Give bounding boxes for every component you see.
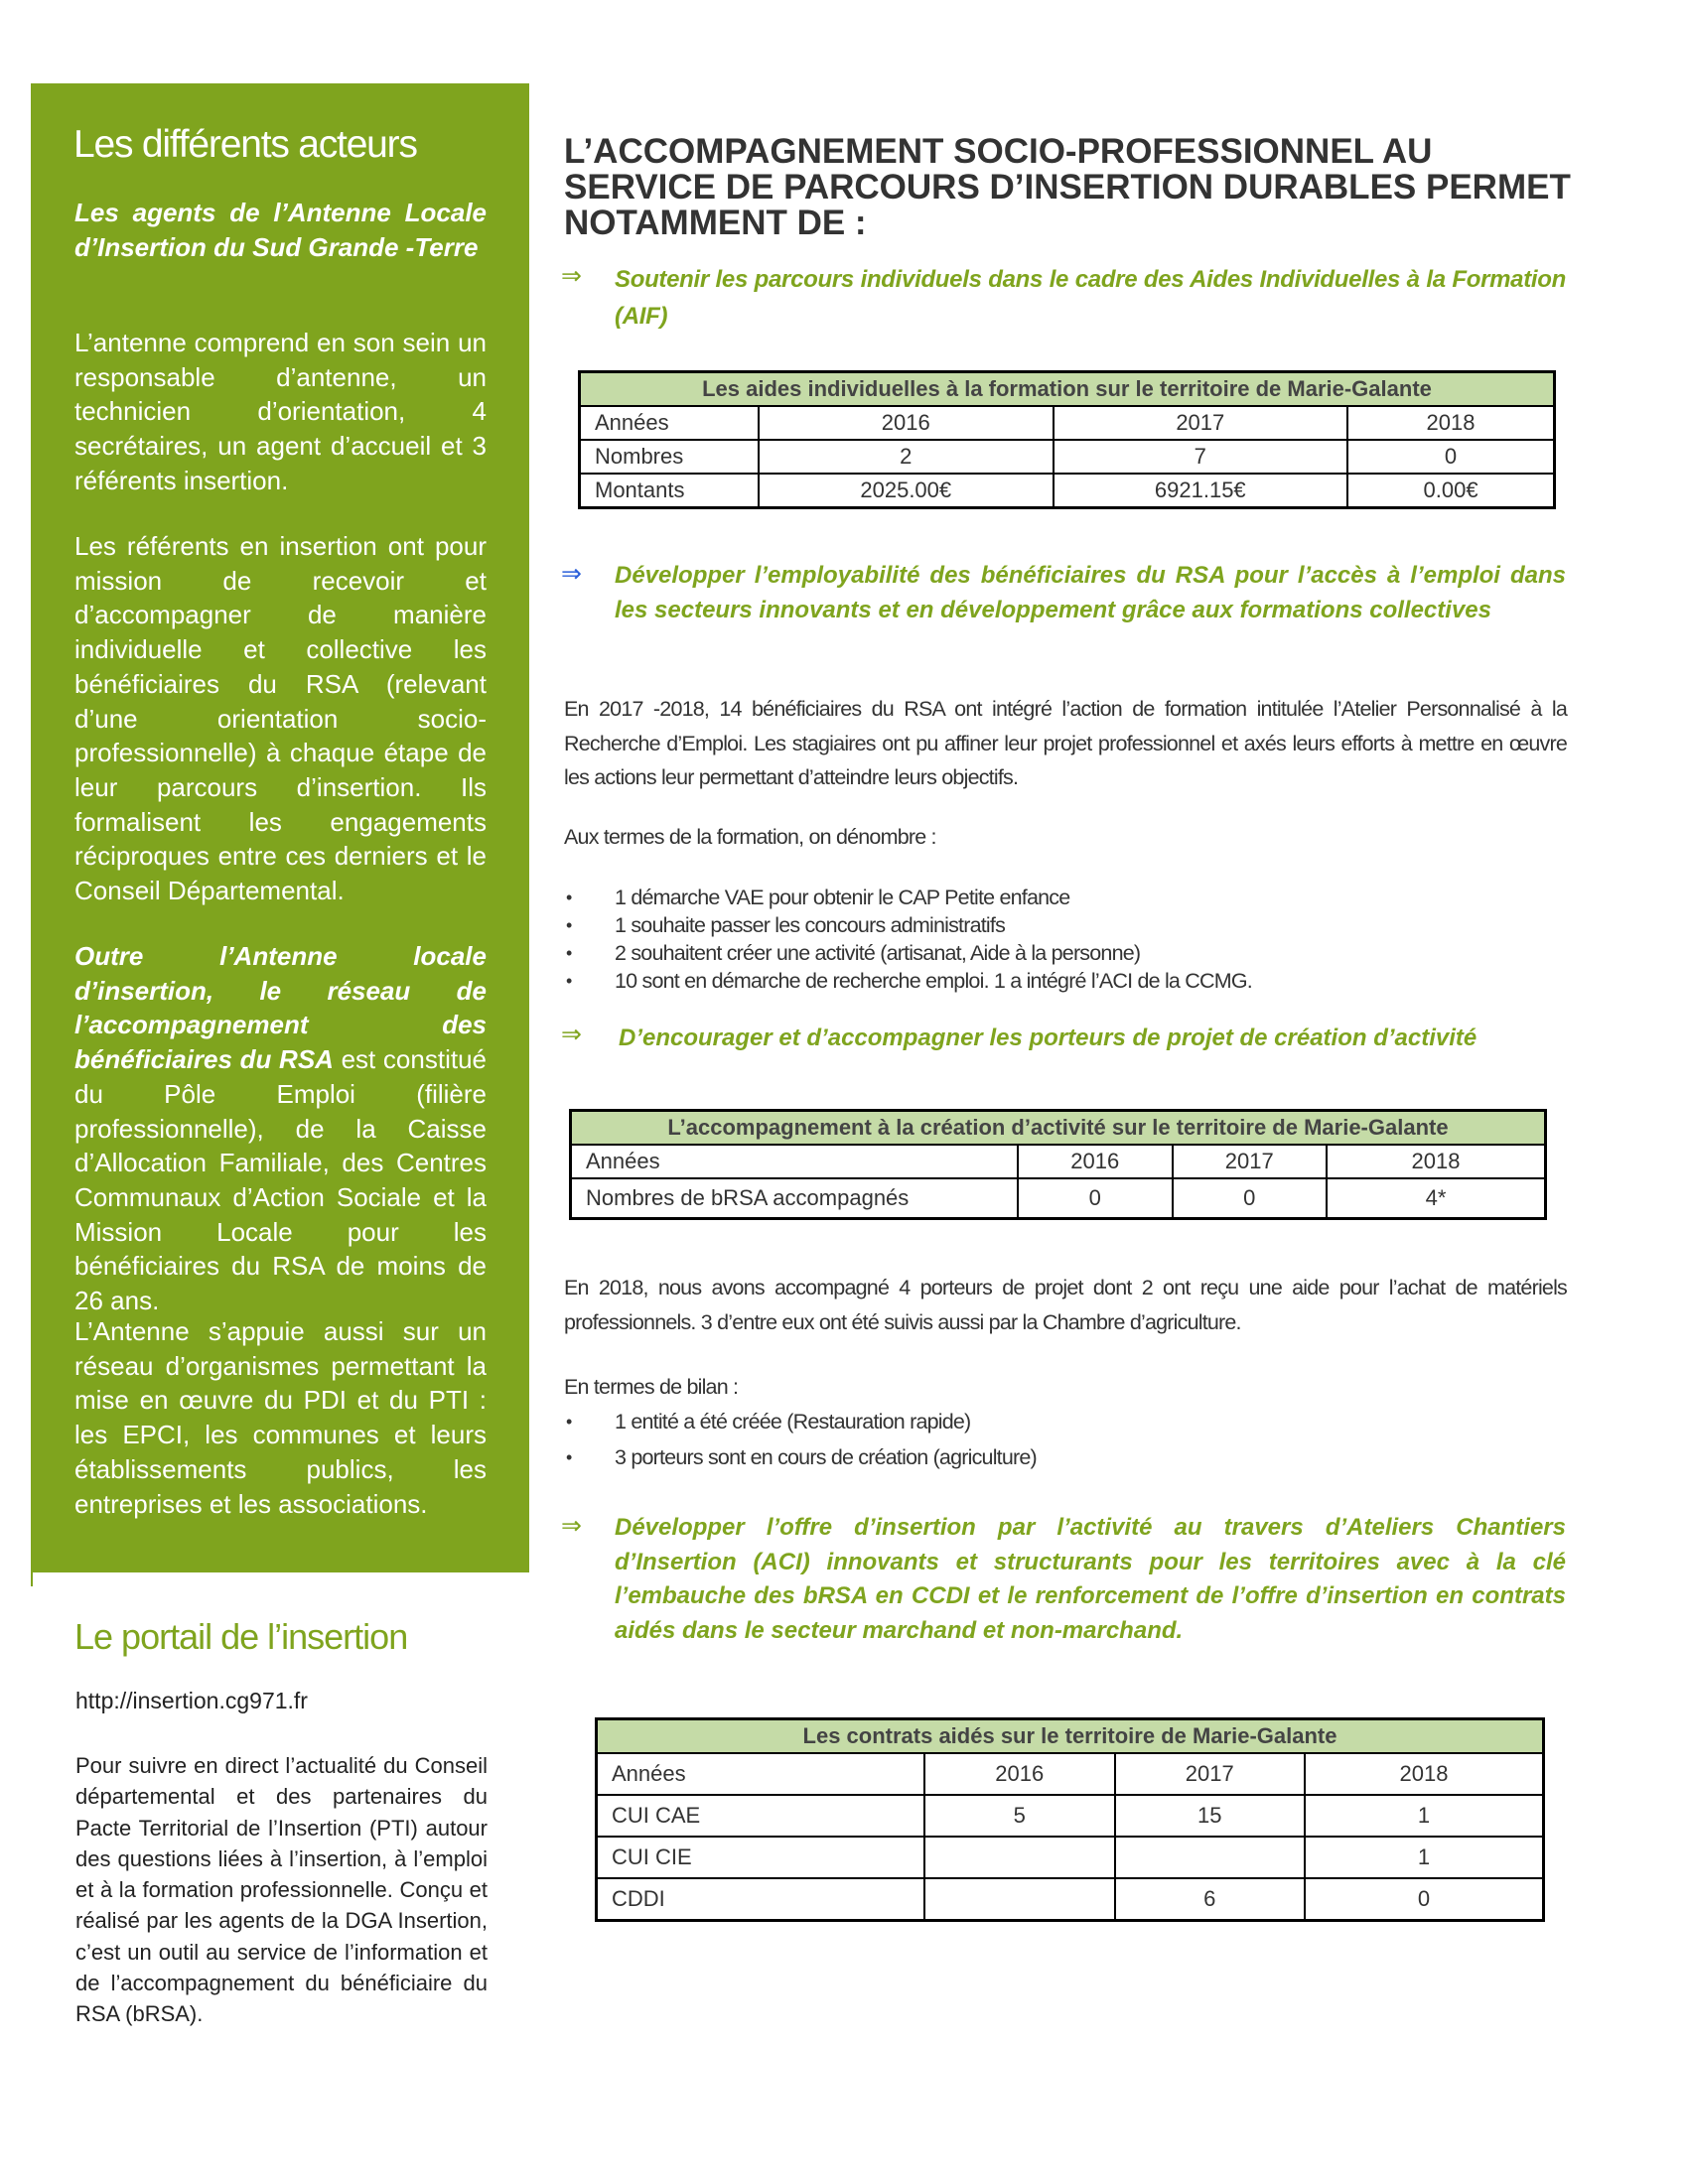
table-cell: 6: [1115, 1878, 1306, 1921]
goal-creation-text: D’encourager et d’accompagner les porteurs de projet de création d’activité: [619, 1024, 1477, 1051]
table-cell: 7: [1054, 440, 1348, 474]
arrow-right-icon: ⇒: [561, 560, 582, 588]
para-formation: En 2017 -2018, 14 bénéficiaires du RSA ont intégré l’action de formation intitulée l’Atelier Personnalisé à la Recherche d’Emploi. Les stagiaires ont pu affiner leur projet professionnel et axés leurs efforts à mettre en œuvre les actions leur permettant d’atteindre leurs objectifs.: [564, 697, 1567, 789]
arrow-right-icon: ⇒: [561, 1512, 582, 1540]
table-cell: Années: [571, 1145, 1019, 1178]
table-cell: CUI CIE: [597, 1837, 925, 1878]
list-item: • 1 souhaite passer les concours administratifs: [564, 911, 1252, 939]
table-cell: 2016: [1018, 1145, 1173, 1178]
table-cell: 0: [1018, 1178, 1173, 1219]
list-item: • 2 souhaitent créer une activité (artisanat, Aide à la personne): [564, 939, 1252, 967]
table-aif: [578, 370, 1556, 509]
table-creation-title: L’accompagnement à la création d’activité sur le territoire de Marie-Galante: [571, 1111, 1546, 1146]
table-cell: 2017: [1173, 1145, 1328, 1178]
table-cell: 2018: [1347, 406, 1554, 440]
sidebar-title: Les différents acteurs: [73, 123, 417, 166]
portal-title: Le portail de l’insertion: [74, 1616, 408, 1657]
sidebar-subtitle: Les agents de l’Antenne Locale d’Insertion du Sud Grande -Terre: [74, 198, 487, 262]
sidebar-para-reseau-rest: est constitué du Pôle Emploi (filière professionnelle), de la Caisse d’Allocation Familiale, des Centres Communaux d’Action Sociale et la Mission Locale pour les bénéficiaires du RSA de moins de 26 ans.: [74, 1044, 487, 1316]
table-row: [597, 1878, 1544, 1921]
arrow-right-icon: ⇒: [561, 262, 582, 290]
table-row: [597, 1837, 1544, 1878]
list-item: • 10 sont en démarche de recherche emploi. 1 a intégré l’ACI de la CCMG.: [564, 967, 1252, 995]
arrow-right-icon: ⇒: [561, 1021, 582, 1048]
goal-aci: [561, 1511, 1566, 1655]
table-cell: Années: [597, 1753, 925, 1795]
table-cell: 2025.00€: [759, 474, 1054, 508]
table-aif-title: Les aides individuelles à la formation sur le territoire de Marie-Galante: [580, 372, 1555, 407]
table-cell: 2018: [1327, 1145, 1546, 1178]
sidebar-para-antenne: L’antenne comprend en son sein un responsable d’antenne, un technicien d’orientation, 4 secrétaires, un agent d’accueil et 3 référents insertion.: [74, 328, 487, 495]
goal-aif-text: Soutenir les parcours individuels dans le cadre des Aides Individuelles à la Formation (AIF): [615, 266, 1566, 330]
sidebar-para-reseau: [74, 939, 487, 1318]
list-item: • 3 porteurs sont en cours de création (agriculture): [564, 1439, 1037, 1475]
table-cell: [1115, 1837, 1306, 1878]
table-cell: CUI CAE: [597, 1795, 925, 1837]
table-cell: Nombres de bRSA accompagnés: [571, 1178, 1019, 1219]
goal-aci-text: Développer l’offre d’insertion par l’activité au travers d’Ateliers Chantiers d’Insertion (ACI) innovants et structurants pour les territoires avec à la clé l’embauche des bRSA en CCDI et le renforcement de l’offre d’insertion en contrats aidés dans le secteur marchand et non-marchand.: [615, 1514, 1566, 1644]
list-item: • 1 démarche VAE pour obtenir le CAP Petite enfance: [564, 884, 1252, 911]
sidebar-para-organismes: L’Antenne s’appuie aussi sur un réseau d’organismes permettant la mise en œuvre du PDI et du PTI : les EPCI, les communes et leurs établissements publics, les entreprises et les associations.: [74, 1316, 487, 1519]
table-cell: 0: [1173, 1178, 1328, 1219]
goal-creation: [561, 1020, 1566, 1059]
page-title: L’ACCOMPAGNEMENT SOCIO-PROFESSIONNEL AU SERVICE DE PARCOURS D’INSERTION DURABLES PERMET NOTAMMENT DE :: [564, 132, 1571, 242]
table-cell: 1: [1305, 1795, 1544, 1837]
para-2018: En 2018, nous avons accompagné 4 porteurs de projet dont 2 ont reçu une aide pour l’achat de matériels professionnels. 3 d’entre eux ont été suivis aussi par la Chambre d’agriculture.: [564, 1276, 1567, 1334]
table-cell: [924, 1837, 1115, 1878]
para-terms: Aux termes de la formation, on dénombre :: [564, 825, 936, 849]
sidebar-para-reseau-bold: Outre l’Antenne locale d’insertion, le réseau de l’accompagnement des bénéficiaires du RSA: [74, 941, 487, 1075]
table-contrats-title: Les contrats aidés sur le territoire de Marie-Galante: [597, 1719, 1544, 1754]
table-cell: 2: [759, 440, 1054, 474]
table-row: [571, 1178, 1546, 1219]
table-cell: 5: [924, 1795, 1115, 1837]
table-cell: 2016: [759, 406, 1054, 440]
table-cell: 2017: [1115, 1753, 1306, 1795]
goal-employabilite: [561, 559, 1566, 668]
table-cell: Années: [580, 406, 760, 440]
sidebar-para-referents: Les référents en insertion ont pour mission de recevoir et d’accompagner de manière individuelle et collective les bénéficiaires du RSA (relevant d’une orientation socio-professionnelle) à chaque étape de leur parcours d’insertion. Ils formalisent les engagements réciproques entre ces derniers et le Conseil Départemental.: [74, 531, 487, 906]
table-row: [580, 440, 1555, 474]
table-cell: 0: [1305, 1878, 1544, 1921]
table-row: [580, 474, 1555, 508]
table-contrats: [595, 1717, 1545, 1922]
table-cell: [924, 1878, 1115, 1921]
portal-url-link[interactable]: http://insertion.cg971.fr: [75, 1688, 308, 1713]
table-row: [597, 1795, 1544, 1837]
table-cell: 0: [1347, 440, 1554, 474]
table-cell: 1: [1305, 1837, 1544, 1878]
table-creation: [569, 1109, 1547, 1220]
table-cell: 15: [1115, 1795, 1306, 1837]
table-cell: 6921.15€: [1054, 474, 1348, 508]
table-cell: Montants: [580, 474, 760, 508]
list-formation-results: [564, 884, 1252, 995]
list-item: • 1 entité a été créée (Restauration rapide): [564, 1404, 1037, 1439]
portal-description: Pour suivre en direct l’actualité du Conseil départemental et des partenaires du Pacte Territorial de l’Insertion (PTI) autour des questions liées à l’insertion, à l’emploi et à la formation professionnelle. Conçu et réalisé par les agents de la DGA Insertion, c’est un outil au service de l’information et de l’accompagnement du bénéficiaire du RSA (bRSA).: [75, 1753, 488, 2027]
list-bilan: [564, 1404, 1037, 1475]
table-cell: 0.00€: [1347, 474, 1554, 508]
table-cell: 4*: [1327, 1178, 1546, 1219]
goal-employabilite-text: Développer l’employabilité des bénéficiaires du RSA pour l’accès à l’emploi dans les secteurs innovants et en développement grâce aux formations collectives: [615, 562, 1566, 623]
table-cell: 2016: [924, 1753, 1115, 1795]
table-cell: 2018: [1305, 1753, 1544, 1795]
sidebar-edge: [31, 1572, 33, 1586]
table-cell: 2017: [1054, 406, 1348, 440]
para-bilan: En termes de bilan :: [564, 1375, 739, 1399]
table-cell: CDDI: [597, 1878, 925, 1921]
goal-aif: [561, 261, 1566, 341]
table-cell: Nombres: [580, 440, 760, 474]
